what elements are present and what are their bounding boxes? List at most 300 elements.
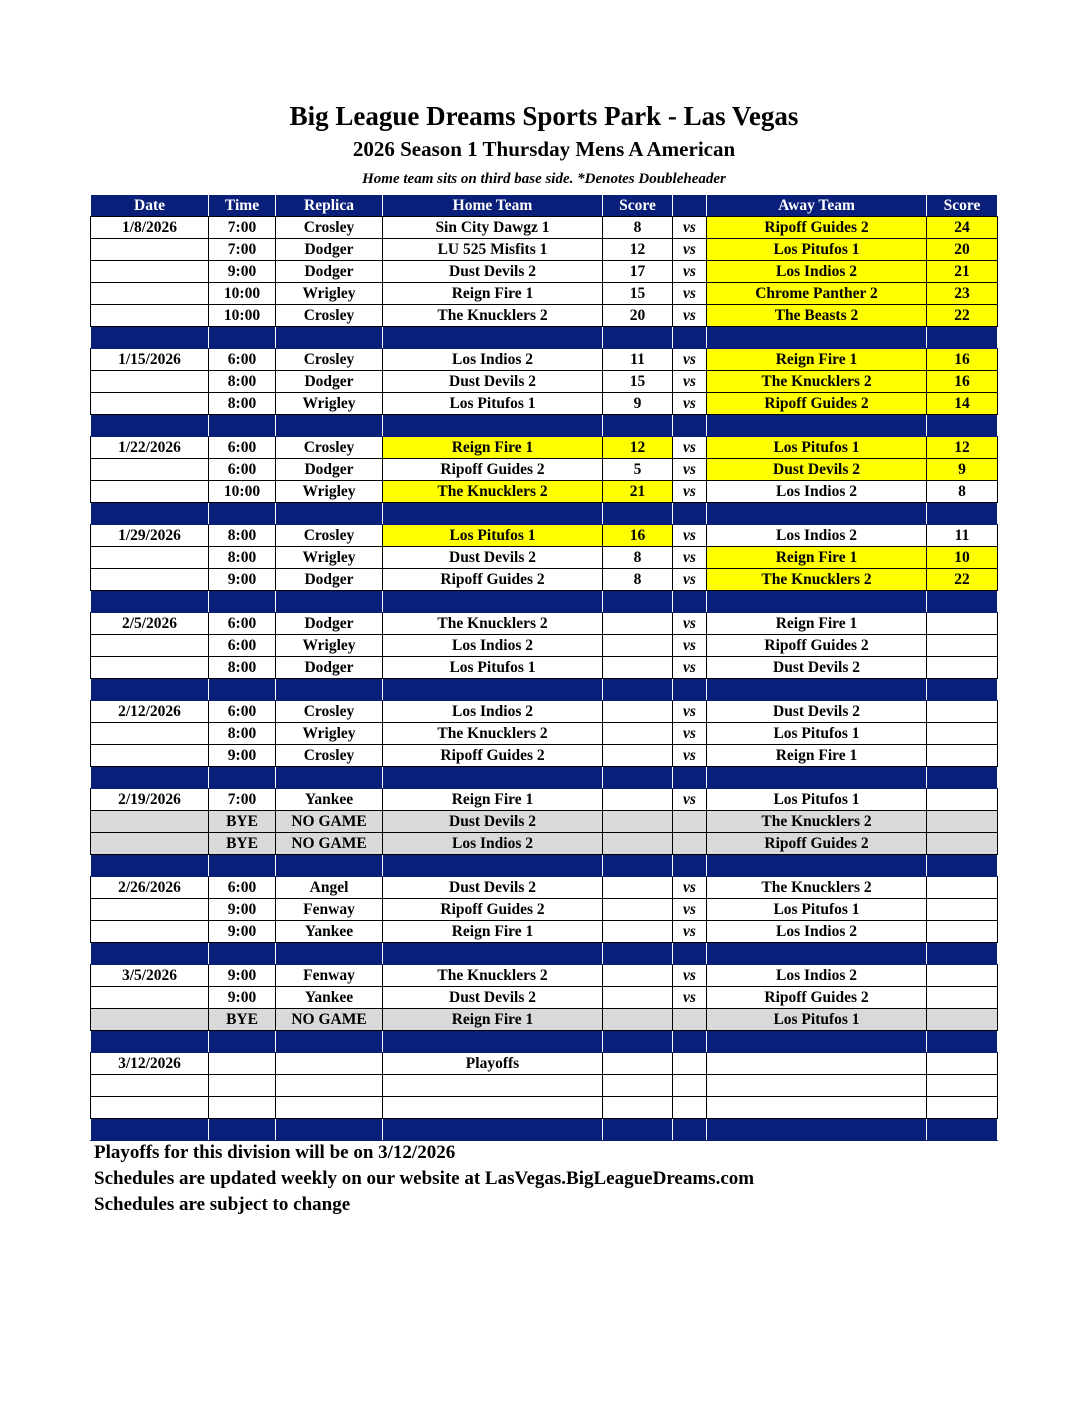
cell-away-team: Dust Devils 2 — [707, 701, 927, 723]
cell-vs: vs — [673, 547, 707, 569]
week-separator-row — [91, 503, 998, 525]
cell-away-team: Dust Devils 2 — [707, 459, 927, 481]
cell-home-team: Los Pitufos 1 — [383, 393, 603, 415]
separator-cell — [209, 327, 276, 349]
cell-home-team: Ripoff Guides 2 — [383, 899, 603, 921]
cell-home-score: 9 — [603, 393, 673, 415]
separator-cell — [603, 503, 673, 525]
cell-vs: vs — [673, 239, 707, 261]
cell-away-team: Reign Fire 1 — [707, 745, 927, 767]
separator-cell — [603, 591, 673, 613]
cell-time — [209, 1053, 276, 1075]
cell-time: 10:00 — [209, 481, 276, 503]
cell-home-score — [603, 921, 673, 943]
cell-away-score: 16 — [927, 371, 998, 393]
separator-cell — [673, 767, 707, 789]
separator-cell — [276, 415, 383, 437]
col-header-vs — [673, 195, 707, 217]
separator-cell — [91, 591, 209, 613]
separator-cell — [707, 679, 927, 701]
cell-home-score — [603, 1075, 673, 1097]
cell-replica: Dodger — [276, 261, 383, 283]
cell-away-team: Ripoff Guides 2 — [707, 635, 927, 657]
table-row — [91, 1053, 998, 1075]
cell-date — [91, 899, 209, 921]
cell-date: 1/8/2026 — [91, 217, 209, 239]
cell-home-score — [603, 1009, 673, 1031]
cell-away-team: Ripoff Guides 2 — [707, 833, 927, 855]
cell-vs — [673, 1053, 707, 1075]
table-row — [91, 525, 998, 547]
cell-home-score — [603, 635, 673, 657]
cell-time: 8:00 — [209, 393, 276, 415]
cell-replica: Dodger — [276, 569, 383, 591]
cell-home-score — [603, 745, 673, 767]
cell-away-score — [927, 701, 998, 723]
cell-away-score: 16 — [927, 349, 998, 371]
cell-date: 2/19/2026 — [91, 789, 209, 811]
cell-vs: vs — [673, 371, 707, 393]
cell-date — [91, 1075, 209, 1097]
cell-time: 6:00 — [209, 437, 276, 459]
cell-time: 8:00 — [209, 723, 276, 745]
cell-away-score — [927, 965, 998, 987]
cell-away-team — [707, 1097, 927, 1119]
cell-home-team: Los Indios 2 — [383, 349, 603, 371]
cell-home-score — [603, 789, 673, 811]
separator-cell — [707, 855, 927, 877]
cell-home-team: The Knucklers 2 — [383, 723, 603, 745]
cell-away-score: 20 — [927, 239, 998, 261]
separator-cell — [209, 943, 276, 965]
cell-time: 7:00 — [209, 239, 276, 261]
cell-away-score: 8 — [927, 481, 998, 503]
separator-cell — [927, 767, 998, 789]
cell-vs — [673, 1097, 707, 1119]
cell-home-score — [603, 811, 673, 833]
table-row — [91, 745, 998, 767]
cell-home-score — [603, 877, 673, 899]
cell-vs: vs — [673, 723, 707, 745]
cell-home-score: 16 — [603, 525, 673, 547]
cell-home-team: Playoffs — [383, 1053, 603, 1075]
cell-home-team: Los Indios 2 — [383, 635, 603, 657]
cell-replica: Crosley — [276, 305, 383, 327]
cell-vs: vs — [673, 921, 707, 943]
footer-playoffs-note: Playoffs for this division will be on 3/12/2026 — [94, 1142, 456, 1163]
cell-time: 10:00 — [209, 283, 276, 305]
separator-cell — [383, 415, 603, 437]
cell-vs — [673, 1075, 707, 1097]
separator-cell — [383, 1031, 603, 1053]
cell-away-score — [927, 1097, 998, 1119]
separator-cell — [673, 855, 707, 877]
cell-replica: Wrigley — [276, 723, 383, 745]
separator-cell — [383, 327, 603, 349]
cell-vs: vs — [673, 965, 707, 987]
cell-away-team: Dust Devils 2 — [707, 657, 927, 679]
cell-away-score: 9 — [927, 459, 998, 481]
cell-date — [91, 547, 209, 569]
cell-away-team: Ripoff Guides 2 — [707, 393, 927, 415]
cell-away-team: Los Pitufos 1 — [707, 723, 927, 745]
cell-away-team — [707, 1053, 927, 1075]
separator-cell — [603, 1119, 673, 1141]
footer-website-note: Schedules are updated weekly on our website at LasVegas.BigLeagueDreams.com — [94, 1168, 755, 1189]
col-header-home-score: Score — [603, 195, 673, 217]
cell-away-team: Los Indios 2 — [707, 261, 927, 283]
cell-date — [91, 459, 209, 481]
table-row — [91, 481, 998, 503]
cell-vs: vs — [673, 899, 707, 921]
table-row — [91, 635, 998, 657]
separator-cell — [91, 679, 209, 701]
separator-cell — [927, 503, 998, 525]
cell-vs: vs — [673, 701, 707, 723]
cell-replica: Angel — [276, 877, 383, 899]
bye-row — [91, 1009, 998, 1031]
cell-away-score — [927, 635, 998, 657]
cell-home-team: The Knucklers 2 — [383, 613, 603, 635]
cell-away-team: Los Pitufos 1 — [707, 239, 927, 261]
cell-home-team: Los Pitufos 1 — [383, 657, 603, 679]
week-separator-row — [91, 1119, 998, 1141]
cell-away-team: The Knucklers 2 — [707, 811, 927, 833]
cell-time: 9:00 — [209, 899, 276, 921]
cell-away-score: 11 — [927, 525, 998, 547]
cell-vs: vs — [673, 481, 707, 503]
cell-home-team: Los Pitufos 1 — [383, 525, 603, 547]
cell-replica: Wrigley — [276, 635, 383, 657]
cell-date — [91, 481, 209, 503]
cell-replica: Fenway — [276, 965, 383, 987]
separator-cell — [927, 591, 998, 613]
cell-home-score: 8 — [603, 217, 673, 239]
cell-replica: NO GAME — [276, 811, 383, 833]
separator-cell — [707, 1119, 927, 1141]
cell-replica: Crosley — [276, 349, 383, 371]
cell-home-team: Dust Devils 2 — [383, 547, 603, 569]
cell-replica: Crosley — [276, 745, 383, 767]
bye-row — [91, 811, 998, 833]
separator-cell — [383, 1119, 603, 1141]
cell-home-team: Sin City Dawgz 1 — [383, 217, 603, 239]
cell-time: 6:00 — [209, 635, 276, 657]
separator-cell — [673, 943, 707, 965]
cell-away-team: The Beasts 2 — [707, 305, 927, 327]
separator-cell — [927, 855, 998, 877]
cell-home-team: Reign Fire 1 — [383, 283, 603, 305]
separator-cell — [91, 1031, 209, 1053]
table-row — [91, 789, 998, 811]
cell-home-score — [603, 701, 673, 723]
cell-date — [91, 723, 209, 745]
separator-cell — [603, 327, 673, 349]
cell-away-score — [927, 723, 998, 745]
separator-cell — [276, 943, 383, 965]
cell-vs: vs — [673, 349, 707, 371]
cell-away-score — [927, 877, 998, 899]
cell-away-team: The Knucklers 2 — [707, 569, 927, 591]
table-header-row — [91, 195, 998, 217]
table-row — [91, 987, 998, 1009]
schedule-note: Home team sits on third base side. *Denotes Doubleheader — [362, 171, 726, 187]
cell-replica: Fenway — [276, 899, 383, 921]
cell-replica — [276, 1097, 383, 1119]
table-row — [91, 305, 998, 327]
table-row — [91, 1097, 998, 1119]
separator-cell — [673, 679, 707, 701]
separator-cell — [209, 1119, 276, 1141]
separator-cell — [276, 503, 383, 525]
separator-cell — [383, 767, 603, 789]
cell-date — [91, 239, 209, 261]
cell-vs: vs — [673, 261, 707, 283]
cell-away-team: Reign Fire 1 — [707, 547, 927, 569]
separator-cell — [673, 327, 707, 349]
cell-vs: vs — [673, 217, 707, 239]
cell-vs: vs — [673, 877, 707, 899]
cell-away-team: Los Indios 2 — [707, 481, 927, 503]
cell-replica: Dodger — [276, 371, 383, 393]
cell-time: 9:00 — [209, 921, 276, 943]
cell-home-team: The Knucklers 2 — [383, 481, 603, 503]
cell-replica — [276, 1075, 383, 1097]
cell-time: 6:00 — [209, 877, 276, 899]
separator-cell — [603, 855, 673, 877]
cell-time: 8:00 — [209, 371, 276, 393]
cell-time: 9:00 — [209, 987, 276, 1009]
cell-home-team: Reign Fire 1 — [383, 789, 603, 811]
cell-date: 1/15/2026 — [91, 349, 209, 371]
cell-away-team: Los Pitufos 1 — [707, 899, 927, 921]
cell-home-score: 15 — [603, 283, 673, 305]
cell-home-score: 17 — [603, 261, 673, 283]
cell-home-team: Reign Fire 1 — [383, 1009, 603, 1031]
cell-time: 8:00 — [209, 525, 276, 547]
cell-date — [91, 745, 209, 767]
cell-date — [91, 261, 209, 283]
table-row — [91, 393, 998, 415]
week-separator-row — [91, 327, 998, 349]
cell-replica: Crosley — [276, 701, 383, 723]
cell-away-score: 24 — [927, 217, 998, 239]
cell-date: 2/12/2026 — [91, 701, 209, 723]
separator-cell — [209, 503, 276, 525]
table-row — [91, 701, 998, 723]
table-row — [91, 459, 998, 481]
schedule-table — [90, 194, 998, 1141]
cell-away-team: Los Indios 2 — [707, 525, 927, 547]
separator-cell — [927, 679, 998, 701]
separator-cell — [383, 679, 603, 701]
separator-cell — [707, 503, 927, 525]
cell-date — [91, 811, 209, 833]
page-subtitle: 2026 Season 1 Thursday Mens A American — [352, 137, 736, 161]
separator-cell — [276, 855, 383, 877]
cell-away-score — [927, 789, 998, 811]
week-separator-row — [91, 767, 998, 789]
table-row — [91, 877, 998, 899]
cell-date — [91, 635, 209, 657]
cell-vs — [673, 811, 707, 833]
separator-cell — [673, 415, 707, 437]
cell-replica: Crosley — [276, 525, 383, 547]
cell-replica: Dodger — [276, 657, 383, 679]
cell-replica: Wrigley — [276, 283, 383, 305]
cell-date: 1/29/2026 — [91, 525, 209, 547]
separator-cell — [91, 1119, 209, 1141]
cell-home-score — [603, 965, 673, 987]
cell-away-score — [927, 833, 998, 855]
cell-home-score: 15 — [603, 371, 673, 393]
table-row — [91, 349, 998, 371]
separator-cell — [707, 1031, 927, 1053]
cell-date — [91, 921, 209, 943]
table-row — [91, 547, 998, 569]
cell-date — [91, 657, 209, 679]
cell-away-team: Chrome Panther 2 — [707, 283, 927, 305]
cell-home-score: 20 — [603, 305, 673, 327]
separator-cell — [707, 767, 927, 789]
cell-home-team: Ripoff Guides 2 — [383, 459, 603, 481]
cell-home-team: Ripoff Guides 2 — [383, 745, 603, 767]
cell-away-score — [927, 1075, 998, 1097]
cell-time: 6:00 — [209, 349, 276, 371]
cell-home-score — [603, 723, 673, 745]
cell-away-score — [927, 987, 998, 1009]
cell-home-team: The Knucklers 2 — [383, 965, 603, 987]
cell-away-team: Reign Fire 1 — [707, 349, 927, 371]
schedule-body — [91, 217, 998, 1141]
separator-cell — [707, 327, 927, 349]
separator-cell — [209, 591, 276, 613]
cell-home-team — [383, 1075, 603, 1097]
cell-away-score — [927, 613, 998, 635]
week-separator-row — [91, 1031, 998, 1053]
separator-cell — [209, 415, 276, 437]
cell-away-score: 10 — [927, 547, 998, 569]
separator-cell — [209, 767, 276, 789]
cell-home-team: Dust Devils 2 — [383, 811, 603, 833]
col-header-date: Date — [91, 195, 209, 217]
separator-cell — [673, 591, 707, 613]
cell-vs: vs — [673, 635, 707, 657]
cell-replica: Dodger — [276, 459, 383, 481]
cell-away-team: Los Pitufos 1 — [707, 1009, 927, 1031]
cell-home-team: The Knucklers 2 — [383, 305, 603, 327]
cell-away-score: 21 — [927, 261, 998, 283]
cell-time: 9:00 — [209, 745, 276, 767]
cell-away-team: Los Pitufos 1 — [707, 437, 927, 459]
cell-away-score — [927, 811, 998, 833]
table-row — [91, 283, 998, 305]
cell-home-score: 12 — [603, 437, 673, 459]
separator-cell — [91, 767, 209, 789]
separator-cell — [927, 327, 998, 349]
cell-home-team — [383, 1097, 603, 1119]
cell-time: BYE — [209, 833, 276, 855]
cell-away-team: Ripoff Guides 2 — [707, 987, 927, 1009]
cell-away-score — [927, 745, 998, 767]
cell-away-score: 22 — [927, 305, 998, 327]
cell-away-team: The Knucklers 2 — [707, 371, 927, 393]
table-row — [91, 239, 998, 261]
cell-time: 6:00 — [209, 459, 276, 481]
cell-time: 10:00 — [209, 305, 276, 327]
cell-home-score — [603, 657, 673, 679]
cell-away-score — [927, 921, 998, 943]
separator-cell — [383, 591, 603, 613]
cell-time — [209, 1075, 276, 1097]
table-row — [91, 921, 998, 943]
separator-cell — [707, 943, 927, 965]
table-row — [91, 437, 998, 459]
cell-replica: Wrigley — [276, 393, 383, 415]
cell-home-team: Los Indios 2 — [383, 833, 603, 855]
separator-cell — [91, 415, 209, 437]
separator-cell — [673, 1119, 707, 1141]
cell-away-team: Los Pitufos 1 — [707, 789, 927, 811]
cell-home-score — [603, 899, 673, 921]
cell-date — [91, 305, 209, 327]
separator-cell — [91, 855, 209, 877]
separator-cell — [927, 415, 998, 437]
week-separator-row — [91, 679, 998, 701]
cell-replica: NO GAME — [276, 1009, 383, 1031]
table-row — [91, 1075, 998, 1097]
cell-vs — [673, 1009, 707, 1031]
separator-cell — [673, 503, 707, 525]
cell-away-team: Ripoff Guides 2 — [707, 217, 927, 239]
cell-away-score: 23 — [927, 283, 998, 305]
cell-vs: vs — [673, 437, 707, 459]
cell-date — [91, 833, 209, 855]
cell-home-team: Los Indios 2 — [383, 701, 603, 723]
cell-vs: vs — [673, 283, 707, 305]
cell-vs: vs — [673, 789, 707, 811]
table-row — [91, 613, 998, 635]
cell-date: 3/12/2026 — [91, 1053, 209, 1075]
week-separator-row — [91, 415, 998, 437]
cell-home-team: Dust Devils 2 — [383, 987, 603, 1009]
cell-home-team: Dust Devils 2 — [383, 877, 603, 899]
cell-home-team: LU 525 Misfits 1 — [383, 239, 603, 261]
cell-home-score: 11 — [603, 349, 673, 371]
cell-home-score: 8 — [603, 569, 673, 591]
table-row — [91, 657, 998, 679]
cell-time: 9:00 — [209, 569, 276, 591]
cell-vs: vs — [673, 745, 707, 767]
cell-away-score — [927, 899, 998, 921]
separator-cell — [383, 943, 603, 965]
cell-vs: vs — [673, 525, 707, 547]
cell-time: 6:00 — [209, 701, 276, 723]
cell-away-team: The Knucklers 2 — [707, 877, 927, 899]
cell-replica: Yankee — [276, 789, 383, 811]
cell-replica: Crosley — [276, 217, 383, 239]
separator-cell — [603, 943, 673, 965]
cell-away-score: 22 — [927, 569, 998, 591]
separator-cell — [91, 503, 209, 525]
col-header-away-team: Away Team — [707, 195, 927, 217]
cell-replica — [276, 1053, 383, 1075]
week-separator-row — [91, 855, 998, 877]
cell-away-score: 12 — [927, 437, 998, 459]
cell-date — [91, 569, 209, 591]
cell-away-team: Reign Fire 1 — [707, 613, 927, 635]
cell-time: 7:00 — [209, 789, 276, 811]
